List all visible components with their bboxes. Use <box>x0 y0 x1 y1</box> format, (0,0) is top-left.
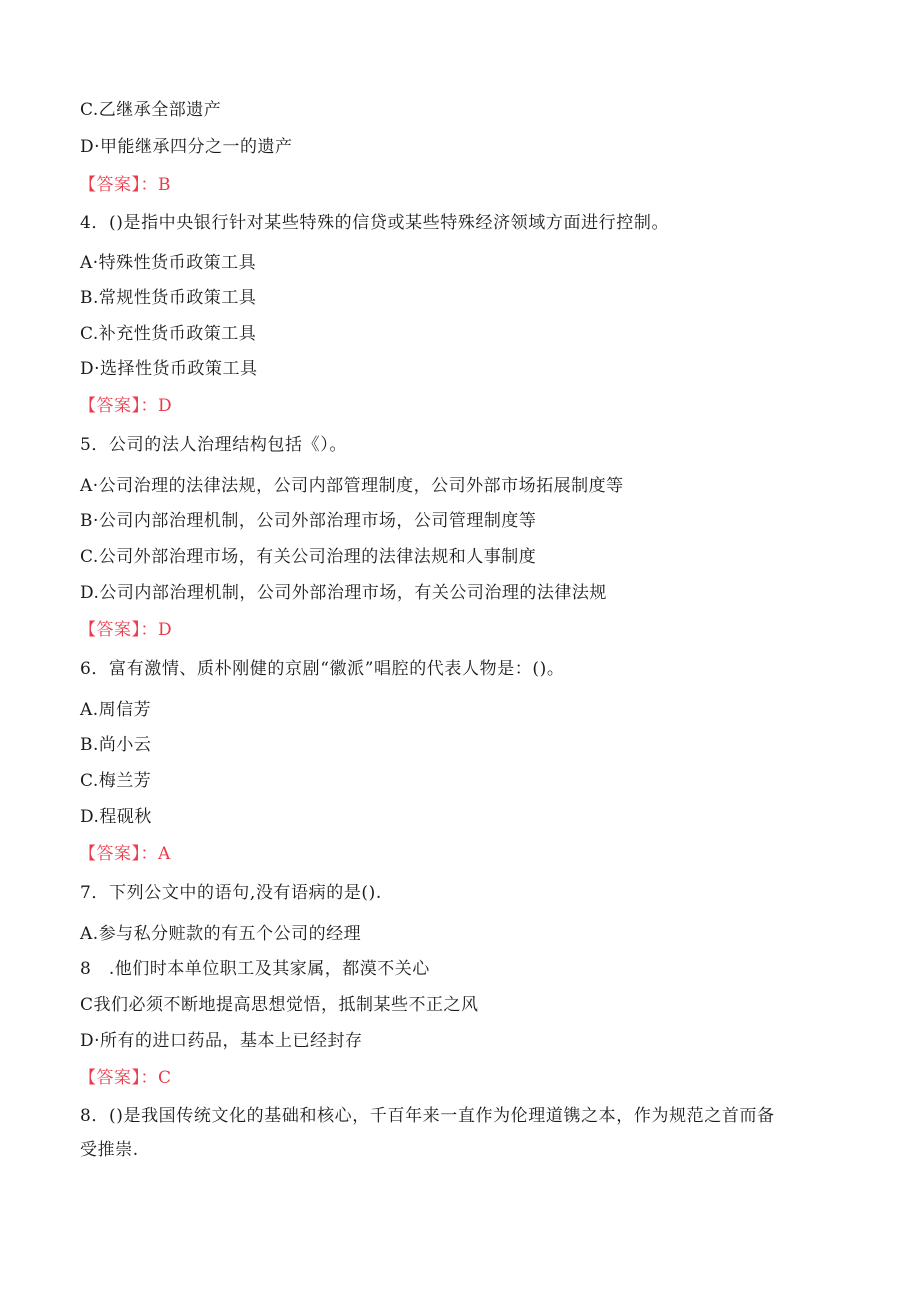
answer-line: 【答案】：D <box>79 620 173 640</box>
option-line: A·公司治理的法律法规，公司内部管理制度，公司外部市场拓展制度等 <box>80 476 624 496</box>
option-line: A.参与私分赃款的有五个公司的经理 <box>80 924 362 944</box>
option-line: C.乙继承全部遗产 <box>80 100 222 120</box>
question-line: 6．富有激情、质朴刚健的京剧“徽派”唱腔的代表人物是：()。 <box>80 659 565 679</box>
answer-line: 【答案】：B <box>79 175 171 195</box>
option-line: A·特殊性货币政策工具 <box>80 253 257 273</box>
option-line: A.周信芳 <box>80 700 152 720</box>
answer-line: 【答案】：A <box>79 844 171 864</box>
option-line: C我们必须不断地提高思想觉悟，抵制某些不正之风 <box>80 995 479 1015</box>
question-line: 8．()是我国传统文化的基础和核心，千百年来一直作为伦理道镌之本，作为规范之首而备 <box>80 1106 775 1126</box>
option-line: C.公司外部治理市场，有关公司治理的法律法规和人事制度 <box>80 547 537 567</box>
question-line: 4．()是指中央银行针对某些特殊的信贷或某些特殊经济领域方面进行控制。 <box>80 213 670 233</box>
answer-line: 【答案】：D <box>79 396 173 416</box>
option-line: B.尚小云 <box>80 735 152 755</box>
option-line: B.常规性货币政策工具 <box>80 288 257 308</box>
option-line: 8 .他们时本单位职工及其家属，都漠不关心 <box>80 959 430 979</box>
option-line: C.梅兰芳 <box>80 771 152 791</box>
option-line: D·选择性货币政策工具 <box>80 359 258 379</box>
option-line: B·公司内部治理机制，公司外部治理市场，公司管理制度等 <box>80 511 537 531</box>
question-line: 5．公司的法人治理结构包括《）。 <box>80 435 347 455</box>
option-line: D·甲能继承四分之一的遗产 <box>80 137 293 157</box>
question-line: 受推崇. <box>80 1140 139 1160</box>
option-line: C.补充性货币政策工具 <box>80 324 257 344</box>
option-line: D.公司内部治理机制，公司外部治理市场，有关公司治理的法律法规 <box>80 583 607 603</box>
question-line: 7．下列公文中的语句,没有语病的是(). <box>80 883 382 903</box>
option-line: D.程砚秋 <box>80 807 152 827</box>
option-line: D·所有的进口药品，基本上已经封存 <box>80 1031 363 1051</box>
answer-line: 【答案】：C <box>79 1068 172 1088</box>
